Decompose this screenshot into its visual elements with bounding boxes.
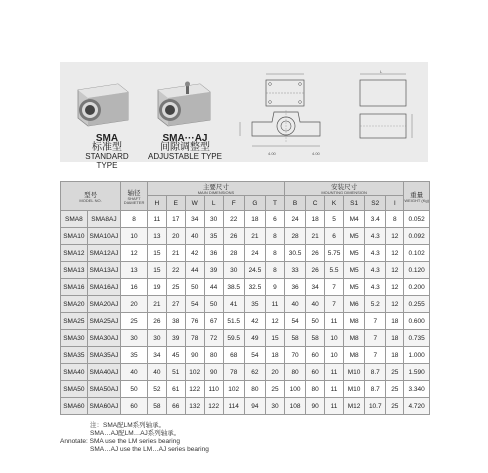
table-row xyxy=(61,364,430,381)
header-model-en: MODEL NO. xyxy=(79,197,102,203)
table-cell: 7 xyxy=(365,347,386,364)
table-cell: 3.340 xyxy=(404,381,430,398)
table-row xyxy=(61,296,430,313)
table-cell: 26 xyxy=(147,313,166,330)
table-cell: 1.590 xyxy=(404,364,430,381)
table-cell: 42 xyxy=(185,245,204,262)
header-weight-cn: 重量 xyxy=(410,191,424,199)
table-cell: 15 xyxy=(265,330,284,347)
table-body xyxy=(61,211,430,415)
table-cell: 24 xyxy=(284,211,305,228)
header-main-col: E xyxy=(166,196,185,211)
table-cell: M6 xyxy=(344,296,365,313)
table-cell: 22 xyxy=(166,262,185,279)
model-cell: SMA25 xyxy=(61,313,88,330)
table-cell: 39 xyxy=(204,262,223,279)
header-model-cn: 型号 xyxy=(84,191,98,199)
table-row xyxy=(61,398,430,415)
table-cell: 0.092 xyxy=(404,228,430,245)
header-main-col: F xyxy=(223,196,244,211)
table-cell: 6 xyxy=(325,228,344,245)
sma-standard-caption xyxy=(76,134,138,170)
table-cell: 50 xyxy=(204,296,223,313)
table-cell: 67 xyxy=(204,313,223,330)
table-cell: M5 xyxy=(344,245,365,262)
table-cell: 11 xyxy=(325,364,344,381)
table-cell: 24.5 xyxy=(244,262,265,279)
table-cell: 12 xyxy=(265,313,284,330)
table-cell: 122 xyxy=(185,381,204,398)
header-main-col: W xyxy=(185,196,204,211)
table-cell: 35 xyxy=(244,296,265,313)
table-cell: 5 xyxy=(325,211,344,228)
note-line-3: Annotate: SMA use the LM series bearing xyxy=(60,438,180,445)
table-cell: 10 xyxy=(325,347,344,364)
table-cell: 54 xyxy=(244,347,265,364)
table-cell: 28 xyxy=(284,228,305,245)
table-cell: 108 xyxy=(284,398,305,415)
table-cell: M8 xyxy=(344,313,365,330)
model-cell: SMA60AJ xyxy=(87,398,120,415)
table-cell: 78 xyxy=(223,364,244,381)
table-cell: 50 xyxy=(185,279,204,296)
table-cell: 12 xyxy=(386,279,404,296)
table-cell: 90 xyxy=(185,347,204,364)
table-cell: 18 xyxy=(386,330,404,347)
model-cell: SMA13 xyxy=(61,262,88,279)
table-cell: 30 xyxy=(204,211,223,228)
header-mount xyxy=(284,182,403,196)
table-cell: 12 xyxy=(386,228,404,245)
table-cell: 25 xyxy=(265,381,284,398)
table-cell: 18 xyxy=(265,347,284,364)
table-cell: 4.3 xyxy=(365,262,386,279)
table-cell: 34 xyxy=(306,279,325,296)
table-cell: 90 xyxy=(306,398,325,415)
header-main-col: G xyxy=(244,196,265,211)
table-cell: 33 xyxy=(284,262,305,279)
model-cell: SMA12 xyxy=(61,245,88,262)
table-row xyxy=(61,279,430,296)
table-cell: 4.3 xyxy=(365,279,386,296)
table-cell: 21 xyxy=(147,296,166,313)
table-cell: 5.75 xyxy=(325,245,344,262)
table-cell: 100 xyxy=(284,381,305,398)
model-cell: SMA30AJ xyxy=(87,330,120,347)
table-cell: 60 xyxy=(121,398,148,415)
model-cell: SMA12AJ xyxy=(87,245,120,262)
table-row xyxy=(61,228,430,245)
table-cell: 54 xyxy=(185,296,204,313)
table-cell: 6 xyxy=(265,211,284,228)
header-main-col: H xyxy=(147,196,166,211)
header-weight xyxy=(404,182,430,211)
model-cell: SMA10AJ xyxy=(87,228,120,245)
model-cell: SMA60 xyxy=(61,398,88,415)
table-cell: 5.2 xyxy=(365,296,386,313)
table-cell: 0.600 xyxy=(404,313,430,330)
table-cell: 62 xyxy=(244,364,265,381)
table-cell: 8 xyxy=(121,211,148,228)
table-cell: 13 xyxy=(147,228,166,245)
table-cell: 40 xyxy=(306,296,325,313)
table-cell: 11 xyxy=(265,296,284,313)
header-weight-en: WEIGHT (Kg) xyxy=(404,197,429,203)
table-cell: 114 xyxy=(223,398,244,415)
table-cell: 11 xyxy=(147,211,166,228)
table-cell: 18 xyxy=(244,211,265,228)
table-cell: 18 xyxy=(386,313,404,330)
table-cell: 4.3 xyxy=(365,228,386,245)
table-cell: 30 xyxy=(265,398,284,415)
table-cell: 25 xyxy=(386,381,404,398)
table-cell: 7 xyxy=(325,279,344,296)
table-cell: 0.255 xyxy=(404,296,430,313)
table-cell: M5 xyxy=(344,279,365,296)
table-cell: 25 xyxy=(386,364,404,381)
note-line-4: SMA…AJ use the LM…AJ series bearing xyxy=(90,446,209,453)
table-cell: 35 xyxy=(204,228,223,245)
header-main-cn: 主要尺寸 xyxy=(202,184,229,191)
table-cell: M8 xyxy=(344,347,365,364)
table-cell: 21 xyxy=(306,228,325,245)
spec-table xyxy=(60,181,430,415)
header-main-en: MAIN DIMENSIONS xyxy=(197,190,235,195)
table-cell: 35 xyxy=(121,347,148,364)
header-mount-cn: 安装尺寸 xyxy=(331,184,358,191)
table-cell: 12 xyxy=(121,245,148,262)
table-cell: 22 xyxy=(223,211,244,228)
table-cell: 7 xyxy=(365,313,386,330)
table-cell: 36 xyxy=(284,279,305,296)
header-mount-col: S1 xyxy=(344,196,365,211)
table-row xyxy=(61,330,430,347)
table-cell: 12 xyxy=(386,262,404,279)
table-cell: 10 xyxy=(325,330,344,347)
table-cell: 26 xyxy=(306,262,325,279)
table-row xyxy=(61,313,430,330)
drawing-dim-l: L xyxy=(380,69,383,74)
header-mount-en: MOUNTING DIMENSION xyxy=(321,190,367,195)
drawing-dim-1: 4.00 xyxy=(268,151,276,156)
model-cell: SMA20AJ xyxy=(87,296,120,313)
table-cell: 122 xyxy=(204,398,223,415)
sma-aj-type-en: ADJUSTABLE TYPE xyxy=(148,152,222,161)
table-cell: 45 xyxy=(166,347,185,364)
table-cell: 11 xyxy=(325,381,344,398)
note-line-2: SMA…AJ配LM…AJ系列轴承。 xyxy=(90,430,181,437)
model-cell: SMA50 xyxy=(61,381,88,398)
table-cell: M5 xyxy=(344,262,365,279)
table-row xyxy=(61,245,430,262)
sma-model-label: SMA xyxy=(95,133,119,144)
header-shaft xyxy=(121,182,148,211)
table-cell: 8 xyxy=(265,228,284,245)
table-cell: 11 xyxy=(325,398,344,415)
table-cell: 51 xyxy=(166,364,185,381)
model-cell: SMA35AJ xyxy=(87,347,120,364)
table-cell: 1.000 xyxy=(404,347,430,364)
header-shaft-en: SHAFT DIAMETER xyxy=(123,195,145,205)
sma-name-cn: 标准型 xyxy=(92,142,122,153)
table-cell: 49 xyxy=(244,330,265,347)
table-cell: 51.5 xyxy=(223,313,244,330)
header-main-col: T xyxy=(265,196,284,211)
table-cell: 102 xyxy=(185,364,204,381)
table-cell: 34 xyxy=(185,211,204,228)
header-mount-col: K xyxy=(325,196,344,211)
header-shaft-cn: 轴径 xyxy=(127,189,141,197)
table-cell: 5.5 xyxy=(325,262,344,279)
table-cell: 61 xyxy=(166,381,185,398)
table-cell: 39 xyxy=(166,330,185,347)
table-cell: 90 xyxy=(204,364,223,381)
table-row xyxy=(61,211,430,228)
table-cell: 50 xyxy=(121,381,148,398)
table-cell: 8.7 xyxy=(365,381,386,398)
table-cell: 44 xyxy=(204,279,223,296)
sma-aj-model-label: SMA···AJ xyxy=(162,133,208,144)
table-cell: 25 xyxy=(386,398,404,415)
table-cell: 102 xyxy=(223,381,244,398)
table-cell: 76 xyxy=(185,313,204,330)
table-cell: 132 xyxy=(185,398,204,415)
table-row xyxy=(61,262,430,279)
table-cell: 0.200 xyxy=(404,279,430,296)
table-cell: 20 xyxy=(166,228,185,245)
table-cell: 40 xyxy=(147,364,166,381)
table-cell: 38.5 xyxy=(223,279,244,296)
table-cell: 42 xyxy=(244,313,265,330)
table-cell: 58 xyxy=(306,330,325,347)
table-cell: 78 xyxy=(185,330,204,347)
table-cell: 25 xyxy=(166,279,185,296)
model-cell: SMA30 xyxy=(61,330,88,347)
table-cell: 80 xyxy=(204,347,223,364)
model-cell: SMA40AJ xyxy=(87,364,120,381)
table-cell: M5 xyxy=(344,228,365,245)
table-cell: 18 xyxy=(306,211,325,228)
table-cell: M12 xyxy=(344,398,365,415)
table-cell: 16 xyxy=(121,279,148,296)
table-cell: 0.102 xyxy=(404,245,430,262)
table-cell: 80 xyxy=(244,381,265,398)
table-cell: 38 xyxy=(166,313,185,330)
table-cell: 15 xyxy=(147,245,166,262)
table-cell: 26 xyxy=(306,245,325,262)
table-cell: 15 xyxy=(147,262,166,279)
table-cell: 54 xyxy=(284,313,305,330)
table-cell: 12 xyxy=(386,245,404,262)
notes-block xyxy=(60,422,209,454)
model-cell: SMA20 xyxy=(61,296,88,313)
sma-aj-adjustable-block-image xyxy=(150,78,216,128)
table-cell: 60 xyxy=(306,347,325,364)
table-cell: 32.5 xyxy=(244,279,265,296)
table-cell: 66 xyxy=(166,398,185,415)
table-cell: M10 xyxy=(344,381,365,398)
table-cell: 20 xyxy=(121,296,148,313)
table-cell: 8 xyxy=(265,262,284,279)
table-cell: 4.3 xyxy=(365,245,386,262)
table-cell: 30 xyxy=(147,330,166,347)
model-cell: SMA16AJ xyxy=(87,279,120,296)
table-cell: 20 xyxy=(265,364,284,381)
table-cell: 44 xyxy=(185,262,204,279)
table-cell: 19 xyxy=(147,279,166,296)
sma-aj-caption xyxy=(146,134,224,161)
table-cell: 13 xyxy=(121,262,148,279)
table-cell: 59.5 xyxy=(223,330,244,347)
table-cell: 11 xyxy=(325,313,344,330)
table-cell: 7 xyxy=(325,296,344,313)
model-cell: SMA16 xyxy=(61,279,88,296)
model-cell: SMA35 xyxy=(61,347,88,364)
table-cell: 110 xyxy=(204,381,223,398)
table-cell: M10 xyxy=(344,364,365,381)
drawing-dim-2: 4.00 xyxy=(312,151,320,156)
table-cell: 9 xyxy=(265,279,284,296)
table-cell: 8 xyxy=(265,245,284,262)
table-cell: 25 xyxy=(121,313,148,330)
table-cell: 8.7 xyxy=(365,364,386,381)
header-main xyxy=(147,182,284,196)
table-cell: 3.4 xyxy=(365,211,386,228)
table-cell: M4 xyxy=(344,211,365,228)
table-cell: 40 xyxy=(284,296,305,313)
sma-type-en: STANDARD TYPE xyxy=(85,152,129,170)
table-cell: 68 xyxy=(223,347,244,364)
table-cell: 7 xyxy=(365,330,386,347)
table-cell: 26 xyxy=(223,228,244,245)
table-cell: 30 xyxy=(223,262,244,279)
table-cell: 17 xyxy=(166,211,185,228)
table-cell: 0.735 xyxy=(404,330,430,347)
table-cell: 12 xyxy=(386,296,404,313)
table-cell: 8 xyxy=(386,211,404,228)
table-cell: 40 xyxy=(121,364,148,381)
table-cell: 4.720 xyxy=(404,398,430,415)
table-row xyxy=(61,347,430,364)
table-cell: 60 xyxy=(306,364,325,381)
model-cell: SMA10 xyxy=(61,228,88,245)
model-cell: SMA40 xyxy=(61,364,88,381)
header-model xyxy=(61,182,121,211)
header-mount-col: S2 xyxy=(365,196,386,211)
table-cell: 18 xyxy=(386,347,404,364)
model-cell: SMA25AJ xyxy=(87,313,120,330)
table-cell: 58 xyxy=(284,330,305,347)
table-cell: 10.7 xyxy=(365,398,386,415)
table-cell: 21 xyxy=(166,245,185,262)
table-header-row-1 xyxy=(61,182,430,196)
table-cell: 21 xyxy=(244,228,265,245)
table-cell: 28 xyxy=(223,245,244,262)
model-cell: SMA8AJ xyxy=(87,211,120,228)
table-cell: 58 xyxy=(147,398,166,415)
table-cell: 0.052 xyxy=(404,211,430,228)
table-cell: 50 xyxy=(306,313,325,330)
table-cell: 30.5 xyxy=(284,245,305,262)
table-cell: 0.120 xyxy=(404,262,430,279)
sma-standard-block-image xyxy=(70,80,132,128)
table-cell: M8 xyxy=(344,330,365,347)
model-cell: SMA8 xyxy=(61,211,88,228)
table-cell: 80 xyxy=(306,381,325,398)
technical-drawing xyxy=(232,66,424,165)
model-cell: SMA50AJ xyxy=(87,381,120,398)
note-line-1: 注：SMA配LM系列轴承。 xyxy=(90,422,166,429)
header-mount-col: B xyxy=(284,196,305,211)
table-cell: 72 xyxy=(204,330,223,347)
table-cell: 36 xyxy=(204,245,223,262)
header-mount-col: C xyxy=(306,196,325,211)
table-cell: 10 xyxy=(121,228,148,245)
table-cell: 24 xyxy=(244,245,265,262)
table-cell: 80 xyxy=(284,364,305,381)
table-cell: 52 xyxy=(147,381,166,398)
table-cell: 41 xyxy=(223,296,244,313)
table-cell: 27 xyxy=(166,296,185,313)
table-row xyxy=(61,381,430,398)
header-main-col: L xyxy=(204,196,223,211)
model-cell: SMA13AJ xyxy=(87,262,120,279)
sma-aj-name-cn: 间隙调整型 xyxy=(160,142,210,153)
table-cell: 30 xyxy=(121,330,148,347)
table-cell: 40 xyxy=(185,228,204,245)
header-mount-col: l xyxy=(386,196,404,211)
table-cell: 34 xyxy=(147,347,166,364)
table-cell: 70 xyxy=(284,347,305,364)
table-cell: 94 xyxy=(244,398,265,415)
